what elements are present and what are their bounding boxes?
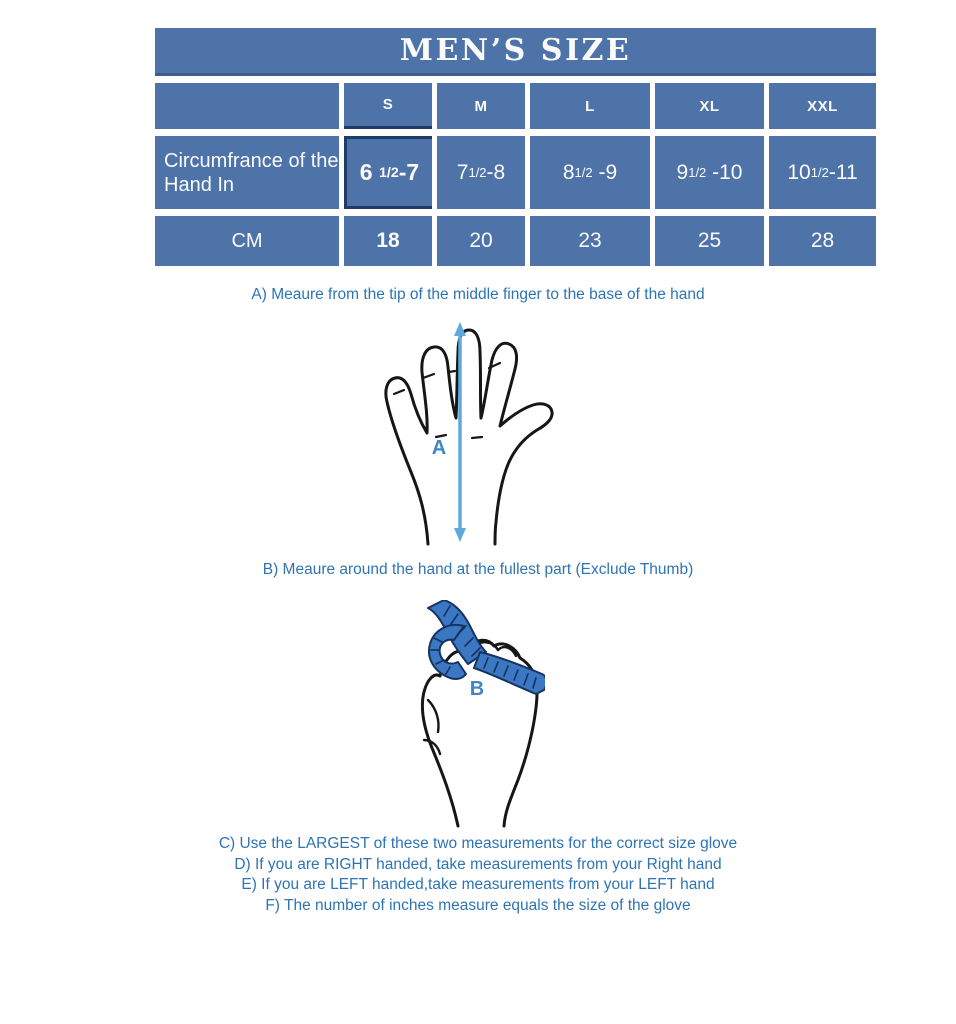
- inch-suf: -9: [592, 160, 618, 184]
- table-title: MEN’S SIZE: [155, 28, 876, 76]
- instruction-f: F) The number of inches measure equals the size of the glove: [265, 897, 691, 915]
- inch-cell-l: [530, 136, 650, 209]
- row-label-circumference: Circumfrance of the Hand In: [155, 136, 339, 209]
- instruction-a: A) Meaure from the tip of the middle finger to the base of the hand: [251, 286, 705, 303]
- hand-outline: [386, 330, 552, 544]
- instruction-e: E) If you are LEFT handed,take measurements from your LEFT hand: [241, 876, 715, 894]
- row-label-cm: CM: [155, 216, 339, 266]
- inch-suf: -10: [706, 160, 743, 184]
- inch-cell-m: [437, 136, 525, 209]
- header-cell-m: M: [437, 83, 525, 129]
- header-cell-empty: [155, 83, 339, 129]
- inch-pre: 7: [456, 160, 469, 184]
- instruction-b: B) Meaure around the hand at the fullest part (Exclude Thumb): [262, 561, 694, 578]
- diagram-a-label: A: [431, 437, 447, 459]
- inch-frac: 1/2: [468, 165, 487, 180]
- inch-pre: 8: [562, 160, 575, 184]
- open-hand-diagram: [378, 310, 570, 551]
- fist-tape-diagram: [400, 600, 545, 833]
- cm-cell-xl: 25: [655, 216, 764, 266]
- inch-suf: -11: [828, 160, 858, 184]
- header-cell-xxl: XXL: [769, 83, 876, 129]
- diagram-b-label: B: [469, 678, 485, 700]
- instruction-c: C) Use the LARGEST of these two measurements for the correct size glove: [218, 835, 738, 852]
- inch-frac: 1/2: [810, 165, 829, 180]
- instruction-list: [0, 834, 956, 917]
- header-cell-xl: XL: [655, 83, 764, 129]
- inch-cell-xl: [655, 136, 764, 209]
- hand-open-illustration: [378, 310, 570, 546]
- cm-cell-s: 18: [344, 216, 432, 266]
- inch-pre: 10: [787, 160, 811, 184]
- inch-suf: -8: [486, 160, 506, 184]
- cm-cell-m: 20: [437, 216, 525, 266]
- inch-frac: 1/2: [688, 165, 707, 180]
- cm-cell-xxl: 28: [769, 216, 876, 266]
- inch-pre: 9: [676, 160, 689, 184]
- mens-size-table: [155, 28, 876, 266]
- fist-tape-illustration: [400, 600, 545, 828]
- cm-cell-l: 23: [530, 216, 650, 266]
- inch-frac: 1/2: [378, 164, 399, 181]
- header-cell-l: L: [530, 83, 650, 129]
- inch-frac: 1/2: [574, 165, 593, 180]
- inch-cell-s: [344, 136, 432, 209]
- header-cell-s: S: [344, 83, 432, 129]
- inch-cell-xxl: [769, 136, 876, 209]
- inch-pre: 6: [359, 159, 379, 185]
- instruction-d: D) If you are RIGHT handed, take measurements from your Right hand: [234, 855, 722, 873]
- inch-suf: -7: [398, 159, 420, 185]
